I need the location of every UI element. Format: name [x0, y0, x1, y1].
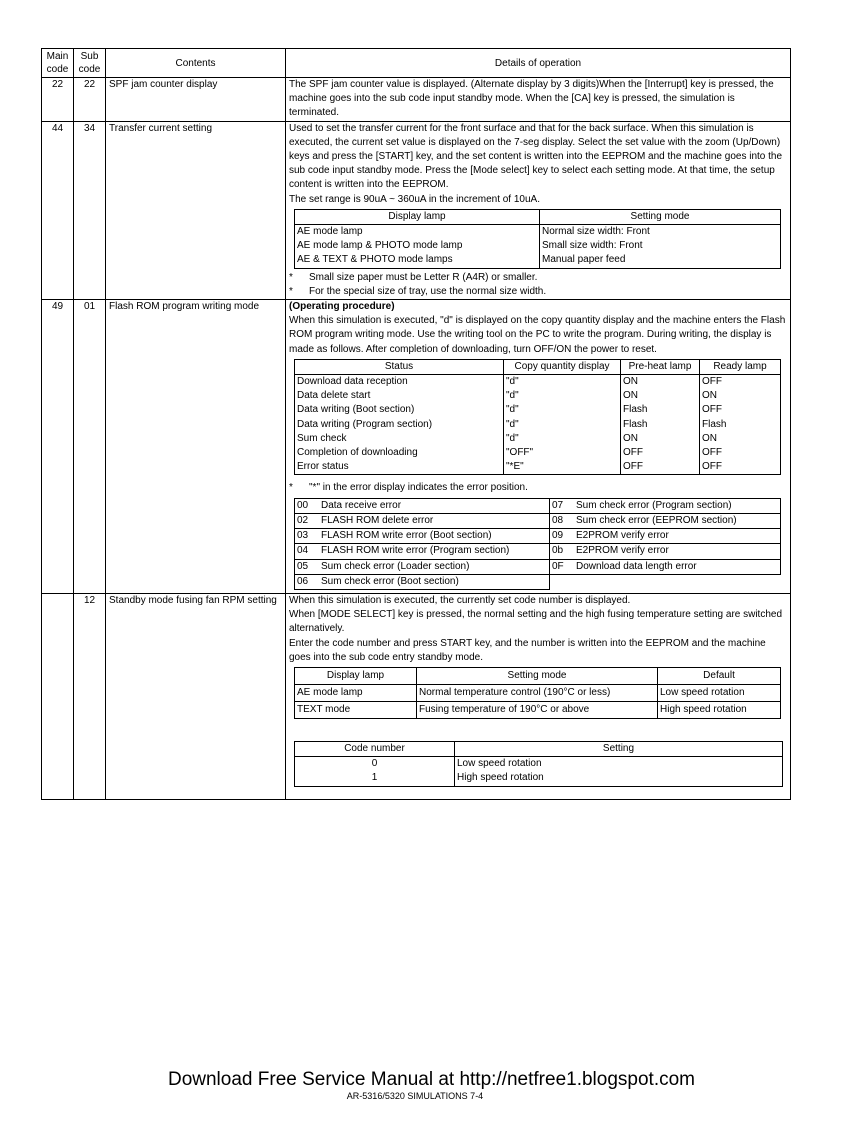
mode-cell: Fusing temperature of 190°C or above: [417, 701, 658, 718]
error-code: 07: [552, 499, 564, 511]
preheat-cell: OFF: [621, 460, 700, 475]
lamp-cell: TEXT mode: [295, 701, 417, 718]
display-cell: "OFF": [504, 446, 621, 460]
status-cell: Data writing (Program section): [295, 418, 504, 432]
default-cell: High speed rotation: [658, 701, 781, 718]
note-text: "*" in the error display indicates the error position.: [309, 482, 528, 494]
table-row: [42, 78, 791, 122]
error-text: E2PROM verify error: [576, 545, 669, 557]
error-code: 08: [552, 514, 564, 526]
mode-cell: Manual paper feed: [540, 253, 781, 268]
contents-cell: Standby mode fusing fan RPM setting: [106, 593, 286, 799]
lamp-cell: AE mode lamp: [295, 684, 417, 701]
col-header: Setting: [455, 741, 783, 756]
col-header: Display lamp: [295, 667, 417, 684]
status-cell: Data writing (Boot section): [295, 403, 504, 417]
simulation-table-page: [41, 48, 790, 800]
main-code-cell: 44: [42, 121, 74, 299]
header-details: Details of operation: [286, 49, 791, 78]
error-code: 09: [552, 530, 564, 542]
error-code: 02: [297, 514, 309, 526]
main-code-cell: 22: [42, 78, 74, 122]
error-code: 05: [297, 560, 309, 572]
ready-cell: OFF: [700, 403, 781, 417]
mode-cell: Small size width: Front: [540, 239, 781, 253]
error-code: 00: [297, 499, 309, 511]
header-main-code: Main code: [42, 49, 74, 78]
col-header: Default: [658, 667, 781, 684]
error-text: FLASH ROM delete error: [321, 514, 434, 526]
error-code: 0b: [552, 545, 564, 557]
note-marker: *: [289, 285, 293, 297]
details-text: When this simulation is executed, "d" is displayed on the copy quantity display and the machine enters the Flash ROM program writing mode. Use the writing tool on the PC to write the program. During writing, the display is made as follows. After completion of downloading, turn OFF/ON the power to reset.: [289, 315, 786, 355]
details-text: The SPF jam counter value is displayed. (Alternate display by 3 digits)When the [Interrupt] key is pressed, the machine goes into the sub code input standby mode. When the [CA] key is pressed, the simulation is terminated.: [289, 79, 774, 119]
sub-code-cell: 12: [74, 593, 106, 799]
error-table-left: [294, 498, 550, 590]
error-code-tables: [294, 498, 787, 590]
main-code-cell: 49: [42, 300, 74, 594]
error-text: E2PROM verify error: [576, 530, 669, 542]
note-marker: *: [289, 482, 293, 494]
details-cell: [286, 300, 791, 594]
note-text: For the special size of tray, use the normal size width.: [309, 285, 547, 297]
footer-page-label: AR-5316/5320 SIMULATIONS 7-4: [346, 1091, 484, 1101]
simulation-table: [41, 48, 791, 800]
display-cell: "d": [504, 418, 621, 432]
mode-cell: Normal size width: Front: [540, 225, 781, 240]
lamp-cell: AE mode lamp & PHOTO mode lamp: [295, 239, 540, 253]
col-header: Pre-heat lamp: [621, 359, 700, 374]
display-cell: "d": [504, 432, 621, 446]
col-header: Copy quantity display: [504, 359, 621, 374]
col-header: Display lamp: [295, 209, 540, 224]
error-text: Sum check error (Program section): [576, 499, 732, 511]
table-row: [42, 121, 791, 299]
preheat-cell: ON: [621, 389, 700, 403]
error-text: FLASH ROM write error (Boot section): [321, 530, 492, 542]
main-code-cell: [42, 593, 74, 799]
preheat-cell: OFF: [621, 446, 700, 460]
error-text: Download data length error: [576, 560, 697, 572]
col-header: Setting mode: [417, 667, 658, 684]
lamp-cell: AE mode lamp: [295, 225, 540, 240]
note: [289, 271, 787, 285]
note-marker: *: [289, 271, 293, 283]
error-text: FLASH ROM write error (Program section): [321, 545, 510, 557]
col-header: Setting mode: [540, 209, 781, 224]
code-cell: 1: [295, 771, 455, 786]
status-cell: Download data reception: [295, 375, 504, 390]
ready-cell: ON: [700, 432, 781, 446]
details-cell: [286, 78, 791, 122]
code-cell: 0: [295, 757, 455, 772]
preheat-cell: Flash: [621, 418, 700, 432]
details-text: Enter the code number and press START key, and the number is written into the EEPROM and the machine goes into the sub code entry standby mode.: [289, 637, 766, 663]
preheat-cell: ON: [621, 375, 700, 390]
ready-cell: OFF: [700, 375, 781, 390]
status-cell: Error status: [295, 460, 504, 475]
fan-lamp-table: [294, 667, 781, 719]
mode-cell: Normal temperature control (190°C or less): [417, 684, 658, 701]
procedure-heading: (Operating procedure): [289, 301, 395, 313]
header-sub-code: Sub code: [74, 49, 106, 78]
contents-cell: SPF jam counter display: [106, 78, 286, 122]
preheat-cell: Flash: [621, 403, 700, 417]
setting-cell: High speed rotation: [455, 771, 783, 786]
contents-cell: Transfer current setting: [106, 121, 286, 299]
status-cell: Completion of downloading: [295, 446, 504, 460]
display-lamp-table: [294, 209, 781, 269]
details-cell: [286, 121, 791, 299]
details-text: When [MODE SELECT] key is pressed, the normal setting and the high fusing temperature setting are switched alternatively.: [289, 609, 783, 635]
details-text: When this simulation is executed, the currently set code number is displayed.: [289, 594, 631, 606]
table-row: [42, 593, 791, 799]
error-text: Sum check error (Loader section): [321, 560, 470, 572]
code-number-table: [294, 741, 783, 787]
ready-cell: Flash: [700, 418, 781, 432]
error-text: Sum check error (EEPROM section): [576, 514, 737, 526]
ready-cell: OFF: [700, 460, 781, 475]
error-code: 06: [297, 575, 309, 587]
col-header: Status: [295, 359, 504, 374]
note: [289, 285, 787, 299]
note-text: Small size paper must be Letter R (A4R) or smaller.: [309, 271, 538, 283]
ready-cell: OFF: [700, 446, 781, 460]
status-cell: Sum check: [295, 432, 504, 446]
error-text: Sum check error (Boot section): [321, 575, 459, 587]
status-table: [294, 359, 781, 476]
display-cell: "d": [504, 403, 621, 417]
set-range-text: The set range is 90uA ~ 360uA in the increment of 10uA.: [289, 193, 541, 205]
table-header-row: [42, 49, 791, 78]
error-code: 0F: [552, 560, 564, 572]
footer-download-link: Download Free Service Manual at http://netfree1.blogspot.com: [167, 1069, 695, 1090]
display-cell: "d": [504, 389, 621, 403]
col-header: Ready lamp: [700, 359, 781, 374]
error-code: 03: [297, 530, 309, 542]
ready-cell: ON: [700, 389, 781, 403]
col-header: Code number: [295, 741, 455, 756]
lamp-cell: AE & TEXT & PHOTO mode lamps: [295, 253, 540, 268]
error-text: Data receive error: [321, 499, 402, 511]
error-table-right: [549, 498, 781, 575]
default-cell: Low speed rotation: [658, 684, 781, 701]
sub-code-cell: 01: [74, 300, 106, 594]
preheat-cell: ON: [621, 432, 700, 446]
setting-cell: Low speed rotation: [455, 757, 783, 772]
error-note: [289, 481, 787, 495]
display-cell: "*E": [504, 460, 621, 475]
sub-code-cell: 22: [74, 78, 106, 122]
display-cell: "d": [504, 375, 621, 390]
status-cell: Data delete start: [295, 389, 504, 403]
details-text: Used to set the transfer current for the front surface and that for the back surface. When this simulation is executed, the current set value is displayed on the 7-seg display. Select the set value with the zoom (Up/Down) keys and press the [START] key, and the set content is written into the EEPROM and the machine goes into the sub code input standby mode. Press the [Mode select] key to select each setting mode. At that time, the setup content is written into the EEPROM.: [289, 122, 783, 191]
sub-code-cell: 34: [74, 121, 106, 299]
error-code: 04: [297, 545, 309, 557]
header-contents: Contents: [106, 49, 286, 78]
details-cell: [286, 593, 791, 799]
contents-cell: Flash ROM program writing mode: [106, 300, 286, 594]
table-row: [42, 300, 791, 594]
